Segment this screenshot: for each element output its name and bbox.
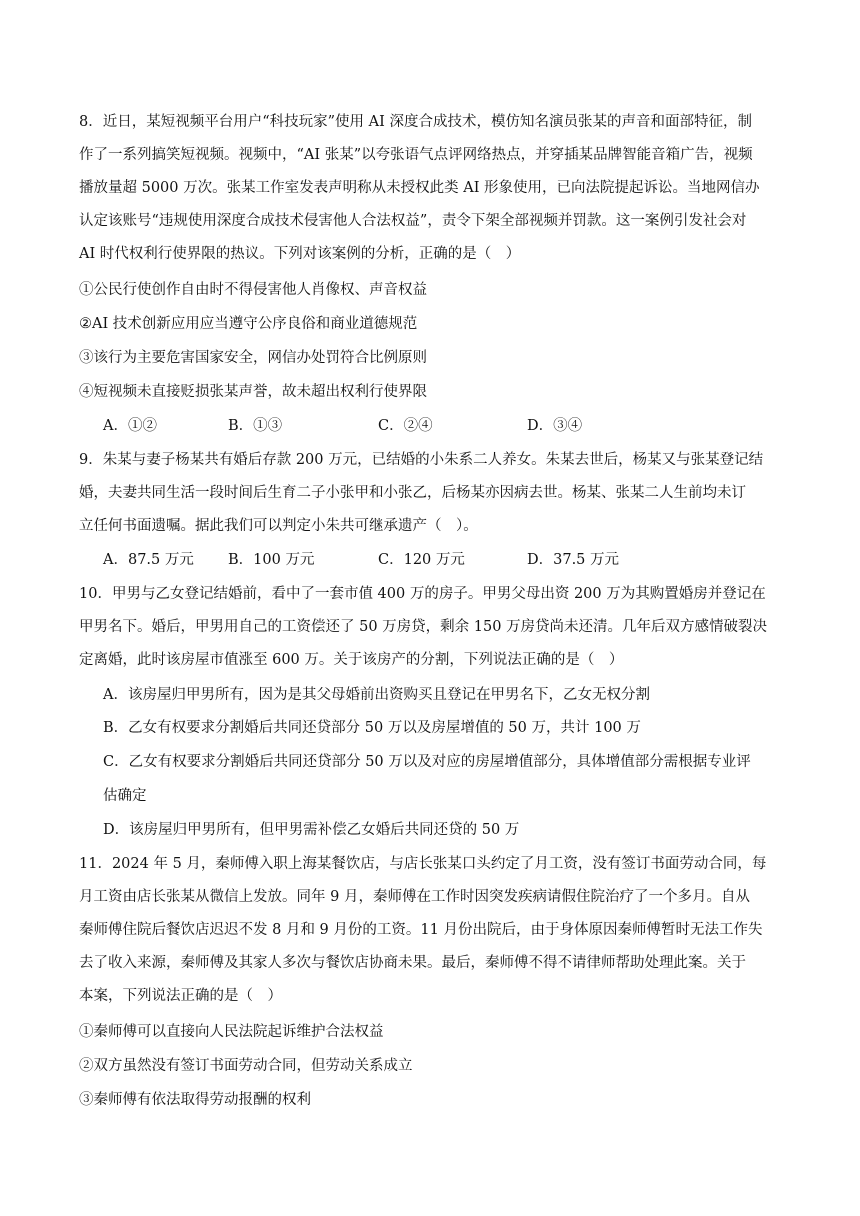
question-9-option-c: C．120 万元 [378,552,465,568]
question-9-stem-line: 9．朱某与妻子杨某共有婚后存款 200 万元，已结婚的小朱系二人养女。朱某去世后，杨某又与张某登记结 [79,452,764,468]
question-8-stem-line: 播放量超 5000 万次。张某工作室发表声明称从未授权此类 AI 形象使用，已向法院提起诉讼。当地网信办 [79,180,760,196]
question-9-option-d: D．37.5 万元 [527,552,620,568]
question-8-stem-line: 8．近日，某短视频平台用户“科技玩家”使用 AI 深度合成技术，模仿知名演员张某的声音和面部特征，制 [79,114,752,130]
question-11-stem-line: 月工资由店长张某从微信上发放。同年 9 月，秦师傅在工作时因突发疾病请假住院治疗了一个多月。自从 [79,889,750,905]
question-10-option-b: B．乙女有权要求分割婚后共同还贷部分 50 万以及房屋增值的 50 万，共计 100 万 [103,720,641,736]
question-9-option-b: B．100 万元 [228,552,315,568]
question-10-stem-line: 10．甲男与乙女登记结婚前，看中了一套市值 400 万的房子。甲男父母出资 200 万为其购置婚房并登记在 [79,586,766,602]
question-8-option-b: B．①③ [228,418,283,434]
question-11-stem-line: 本案，下列说法正确的是（ ） [79,988,282,1004]
question-8-option-d: D．③④ [527,418,583,434]
question-11-stem-line: 秦师傅住院后餐饮店迟迟不发 8 月和 9 月份的工资。11 月份出院后，由于身体原因秦师傅暂时无法工作失 [79,922,763,938]
question-9-stem-line: 立任何书面遗嘱。据此我们可以判定小朱共可继承遗产（ ）。 [79,518,478,534]
question-8-stem-line: AI 时代权利行使界限的热议。下列对该案例的分析，正确的是（ ） [79,246,521,262]
question-8-stem-line: 认定该账号“违规使用深度合成技术侵害他人合法权益”，责令下架全部视频并罚款。这一案例引发社会对 [79,213,747,229]
question-11-statement: ②双方虽然没有签订书面劳动合同，但劳动关系成立 [79,1058,413,1074]
question-8-option-a: A．①② [103,418,157,434]
question-8-statement: ②AI 技术创新应用应当遵守公序良俗和商业道德规范 [79,316,418,332]
question-11-stem-line: 11．2024 年 5 月，秦师傅入职上海某餐饮店，与店长张某口头约定了月工资，没有签订书面劳动合同，每 [79,856,767,872]
question-9-stem-line: 婚，夫妻共同生活一段时间后生育二子小张甲和小张乙，后杨某亦因病去世。杨某、张某二人生前均未订 [79,485,746,501]
question-8-option-c: C．②④ [378,418,433,434]
question-8-statement: ③该行为主要危害国家安全，网信办处罚符合比例原则 [79,350,427,366]
question-10-option-a: A．该房屋归甲男所有，因为是其父母婚前出资购买且登记在甲男名下，乙女无权分割 [103,687,650,703]
question-10-option-c: C．乙女有权要求分割婚后共同还贷部分 50 万以及对应的房屋增值部分，具体增值部分需根据专业评 [103,754,751,770]
question-10-stem-line: 定离婚，此时该房屋市值涨至 600 万。关于该房产的分割，下列说法正确的是（ ） [79,652,624,668]
question-11-stem-line: 去了收入来源，秦师傅及其家人多次与餐饮店协商未果。最后，秦师傅不得不请律师帮助处理此案。关于 [79,955,746,971]
question-8-statement: ④短视频未直接贬损张某声誉，故未超出权利行使界限 [79,384,427,400]
question-10-option-c-continued: 估确定 [103,788,147,804]
question-11-statement: ①秦师傅可以直接向人民法院起诉维护合法权益 [79,1024,384,1040]
question-10-stem-line: 甲男名下。婚后，甲男用自己的工资偿还了 50 万房贷，剩余 150 万房贷尚未还清。几年后双方感情破裂决 [79,619,768,635]
question-8-stem-line: 作了一系列搞笑短视频。视频中，“AI 张某”以夸张语气点评网络热点，并穿插某品牌智能音箱广告，视频 [79,147,753,163]
question-9-option-a: A．87.5 万元 [103,552,194,568]
question-10-option-d: D．该房屋归甲男所有，但甲男需补偿乙女婚后共同还贷的 50 万 [103,822,520,838]
question-8-statement: ①公民行使创作自由时不得侵害他人肖像权、声音权益 [79,282,427,298]
question-11-statement: ③秦师傅有依法取得劳动报酬的权利 [79,1092,311,1108]
